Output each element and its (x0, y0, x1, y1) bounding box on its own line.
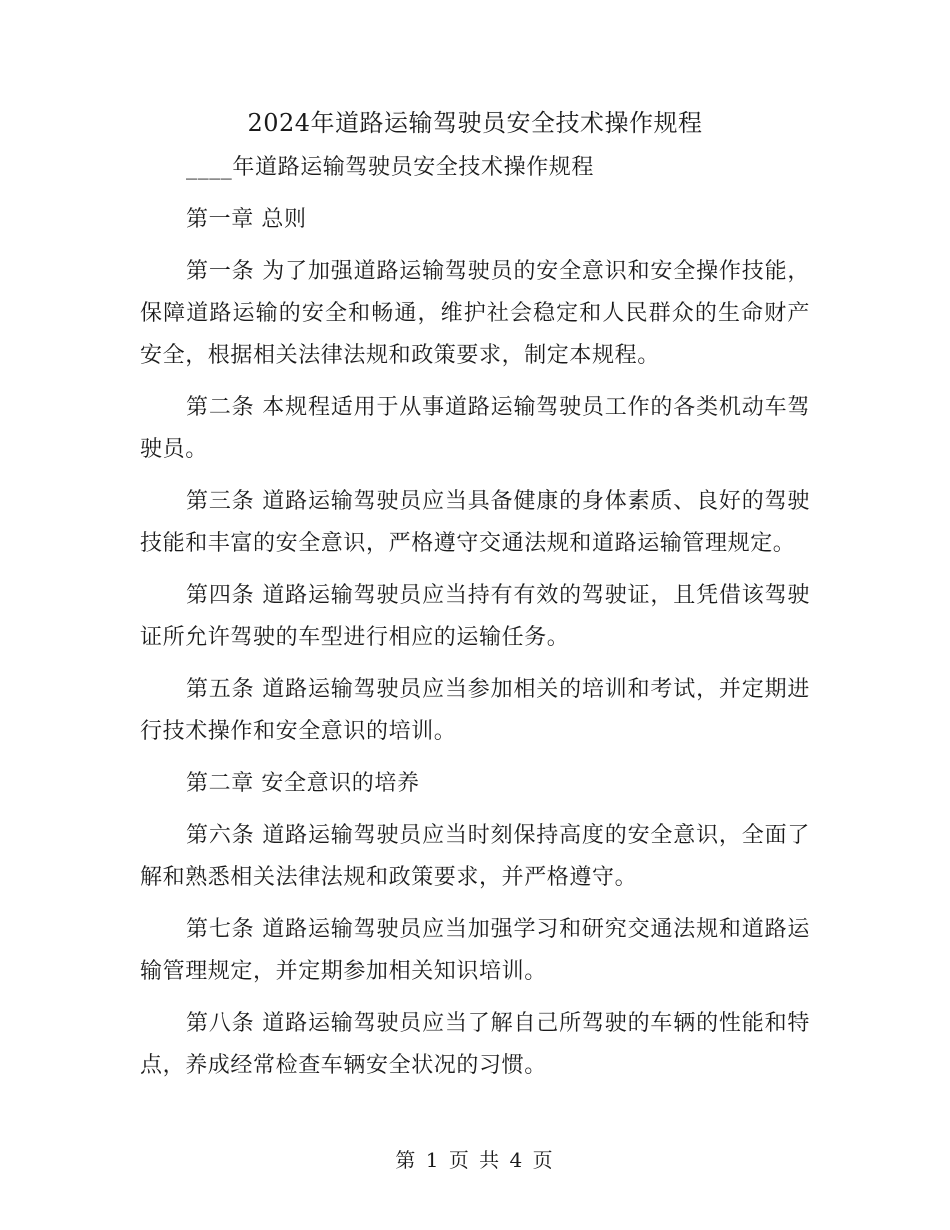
paragraph: 第五条 道路运输驾驶员应当参加相关的培训和考试，并定期进行技术操作和安全意识的培训。 (140, 677, 810, 744)
paragraph: 第六条 道路运输驾驶员应当时刻保持高度的安全意识，全面了解和熟悉相关法律法规和政策要求，并严格遵守。 (140, 823, 810, 890)
paragraph: 第三条 道路运输驾驶员应当具备健康的身体素质、良好的驾驶技能和丰富的安全意识，严格遵守交通法规和道路运输管理规定。 (140, 489, 810, 556)
paragraph: 第七条 道路运输驾驶员应当加强学习和研究交通法规和道路运输管理规定，并定期参加相关知识培训。 (140, 917, 810, 984)
paragraph: ____年道路运输驾驶员安全技术操作规程 (186, 155, 595, 180)
document-body (140, 103, 810, 1097)
paragraph: 第四条 道路运输驾驶员应当持有有效的驾驶证，且凭借该驾驶证所允许驾驶的车型进行相应的运输任务。 (140, 583, 810, 650)
paragraph: 第八条 道路运输驾驶员应当了解自己所驾驶的车辆的性能和特点，养成经常检查车辆安全状况的习惯。 (140, 1011, 810, 1078)
paragraph: 第二条 本规程适用于从事道路运输驾驶员工作的各类机动车驾驶员。 (140, 395, 810, 462)
chapter-heading: 第二章 安全意识的培养 (186, 771, 420, 796)
paragraph: 第一条 为了加强道路运输驾驶员的安全意识和安全操作技能，保障道路运输的安全和畅通，维护社会稳定和人民群众的生命财产安全，根据相关法律法规和政策要求，制定本规程。 (140, 259, 810, 368)
page-number-footer: 第 1 页 共 4 页 (395, 1148, 555, 1172)
document-title: 2024年道路运输驾驶员安全技术操作规程 (247, 109, 703, 137)
chapter-heading: 第一章 总则 (186, 207, 307, 232)
